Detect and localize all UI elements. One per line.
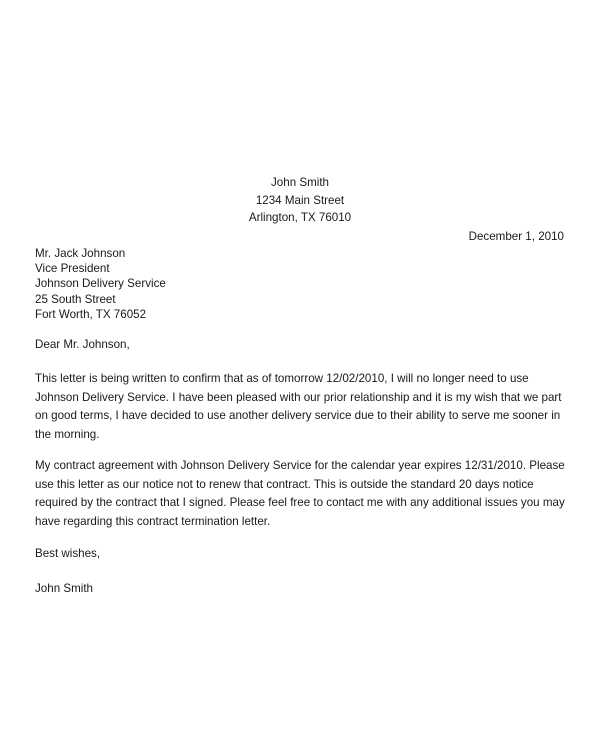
paragraph-line: use this letter as our notice not to renew that contract. This is outside the standard 20 days notice — [35, 477, 534, 491]
recipient-name: Mr. Jack Johnson — [35, 247, 126, 260]
recipient-city: Fort Worth, TX 76052 — [35, 307, 147, 321]
letter-date: December 1, 2010 — [468, 230, 564, 243]
sender-street: 1234 Main Street — [255, 193, 345, 207]
recipient-address-block — [35, 245, 166, 321]
paragraph-line: This letter is being written to confirm that as of tomorrow 12/02/2010, I will no longer need to use — [35, 372, 529, 385]
paragraph-line: Johnson Delivery Service. I have been pleased with our prior relationship and it is my wish that we part — [35, 390, 562, 404]
salutation: Dear Mr. Johnson, — [35, 338, 130, 351]
recipient-company: Johnson Delivery Service — [35, 277, 166, 291]
paragraph-line: My contract agreement with Johnson Delivery Service for the calendar year expires 12/31/2010. Please — [35, 459, 565, 472]
closing: Best wishes, — [35, 547, 101, 560]
sender-city: Arlington, TX 76010 — [248, 211, 352, 224]
paragraph-line: on good terms, I have decided to use another delivery service due to their ability to serve me sooner in — [35, 409, 561, 423]
paragraph-line: the morning. — [35, 427, 100, 441]
signature-name: John Smith — [35, 582, 93, 595]
paragraph-line: required by the contract that I signed. Please feel free to contact me with any additional issues you may — [35, 496, 565, 510]
sender-address-block — [0, 174, 600, 227]
body-paragraph-1 — [35, 370, 570, 444]
recipient-title: Vice President — [35, 262, 110, 276]
body-paragraph-2 — [35, 457, 570, 531]
recipient-street: 25 South Street — [35, 292, 116, 306]
sender-name: John Smith — [271, 176, 329, 189]
paragraph-line: have regarding this contract termination letter. — [35, 514, 271, 528]
